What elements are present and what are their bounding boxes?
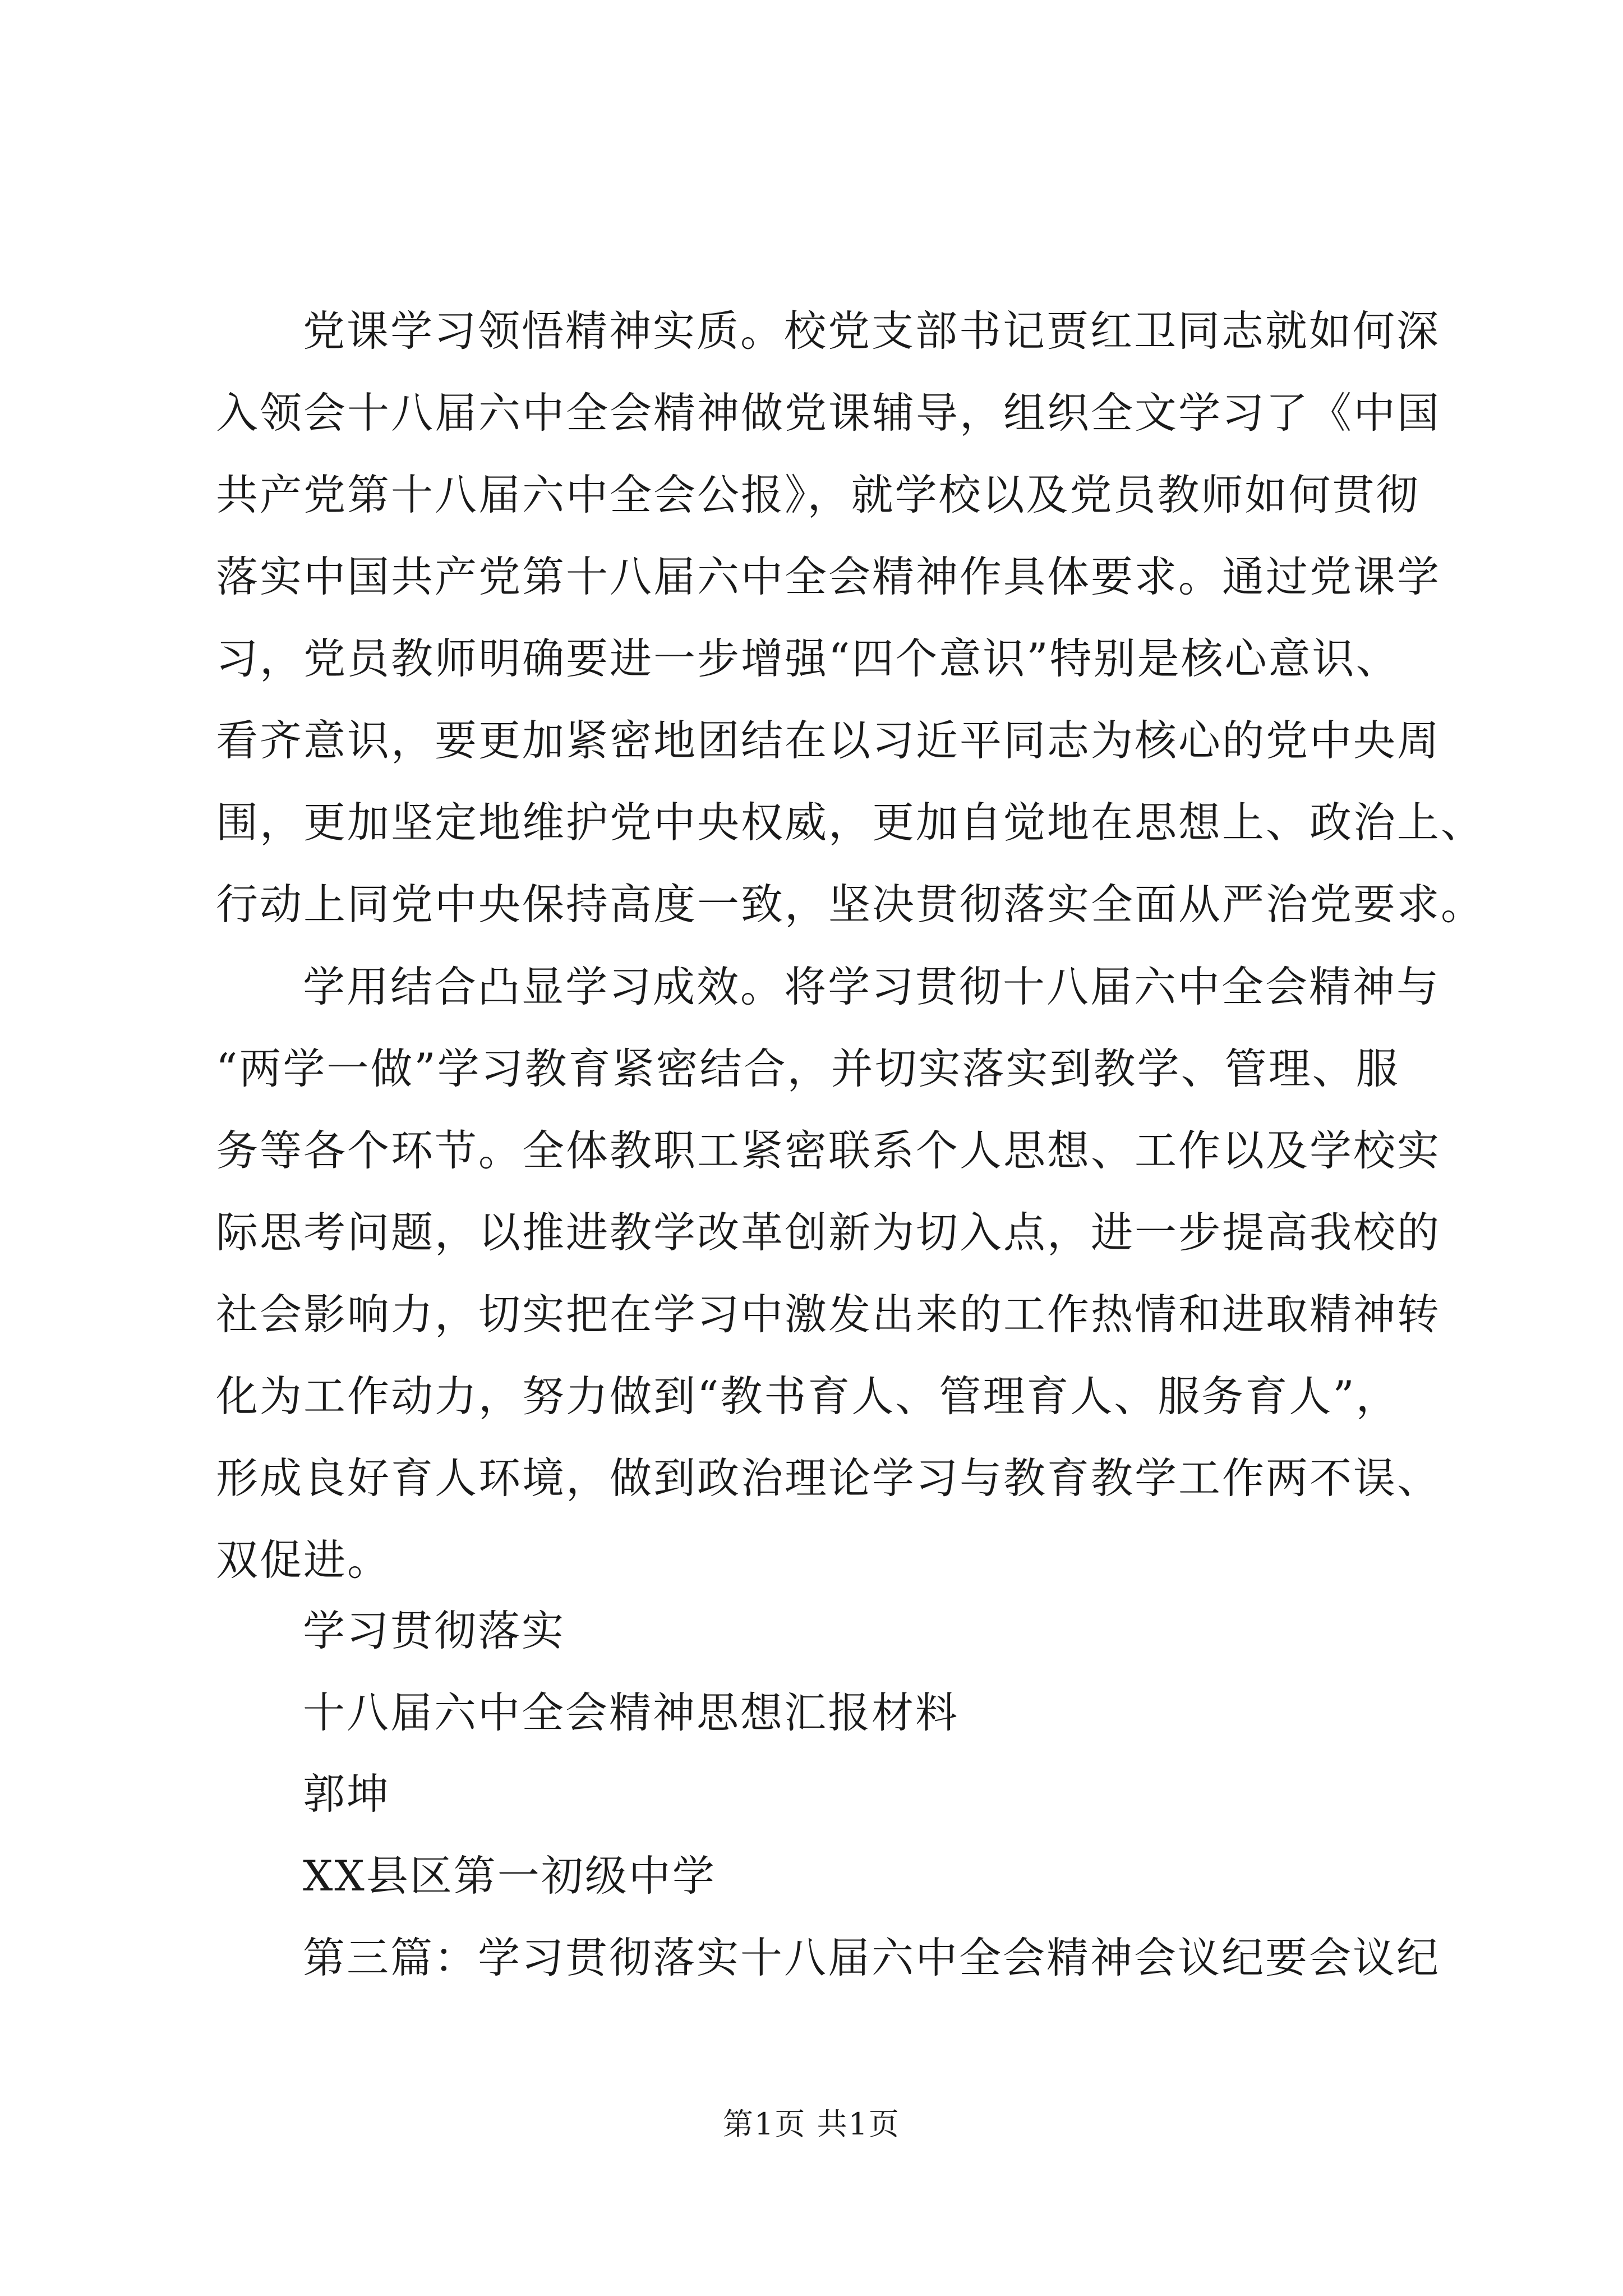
school-name: XX县区第一初级中学 bbox=[303, 1851, 716, 1901]
text-line: 看齐意识，要更加紧密地团结在以习近平同志为核心的党中央周 bbox=[216, 716, 1441, 765]
text-line: “两学一做”学习教育紧密结合，并切实落实到教学、管理、服 bbox=[216, 1044, 1400, 1093]
text-line: 行动上同党中央保持高度一致，坚决贯彻落实全面从严治党要求。 bbox=[216, 880, 1485, 929]
paragraph-party-lesson bbox=[216, 290, 1485, 945]
text-line: 际思考问题，以推进教学改革创新为切入点，进一步提高我校的 bbox=[216, 1208, 1441, 1257]
report-title-line-1: 学习贯彻落实 bbox=[303, 1606, 566, 1655]
text-line: 入领会十八届六中全会精神做党课辅导，组织全文学习了《中国 bbox=[216, 388, 1441, 438]
text-line: 落实中国共产党第十八届六中全会精神作具体要求。通过党课学 bbox=[216, 552, 1441, 601]
paragraph-study-application bbox=[216, 946, 1441, 1601]
text-line: 围，更加坚定地维护党中央权威，更加自觉地在思想上、政治上、 bbox=[216, 798, 1485, 847]
text-line: 社会影响力，切实把在学习中激发出来的工作热情和进取精神转 bbox=[216, 1290, 1441, 1339]
author-name: 郭坤 bbox=[303, 1769, 391, 1819]
text-line: 形成良好育人环境，做到政治理论学习与教育教学工作两不误、 bbox=[216, 1453, 1441, 1503]
text-line: 化为工作动力，努力做到“教书育人、管理育人、服务育人”， bbox=[216, 1372, 1400, 1421]
text-line: 双促进。 bbox=[216, 1535, 391, 1585]
next-section-heading: 第三篇：学习贯彻落实十八届六中全会精神会议纪要会议纪 bbox=[303, 1933, 1441, 1982]
text-line: 务等各个环节。全体教职工紧密联系个人思想、工作以及学校实 bbox=[216, 1126, 1441, 1175]
report-title-line-2: 十八届六中全会精神思想汇报材料 bbox=[303, 1688, 960, 1737]
page-footer: 第1页 共1页 bbox=[723, 2106, 900, 2142]
text-line: 学用结合凸显学习成效。将学习贯彻十八届六中全会精神与 bbox=[303, 962, 1441, 1011]
text-line: 党课学习领悟精神实质。校党支部书记贾红卫同志就如何深 bbox=[303, 306, 1441, 356]
text-line: 共产党第十八届六中全会公报》，就学校以及党员教师如何贯彻 bbox=[216, 470, 1420, 519]
text-line: 习，党员教师明确要进一步增强“四个意识”特别是核心意识、 bbox=[216, 634, 1400, 683]
